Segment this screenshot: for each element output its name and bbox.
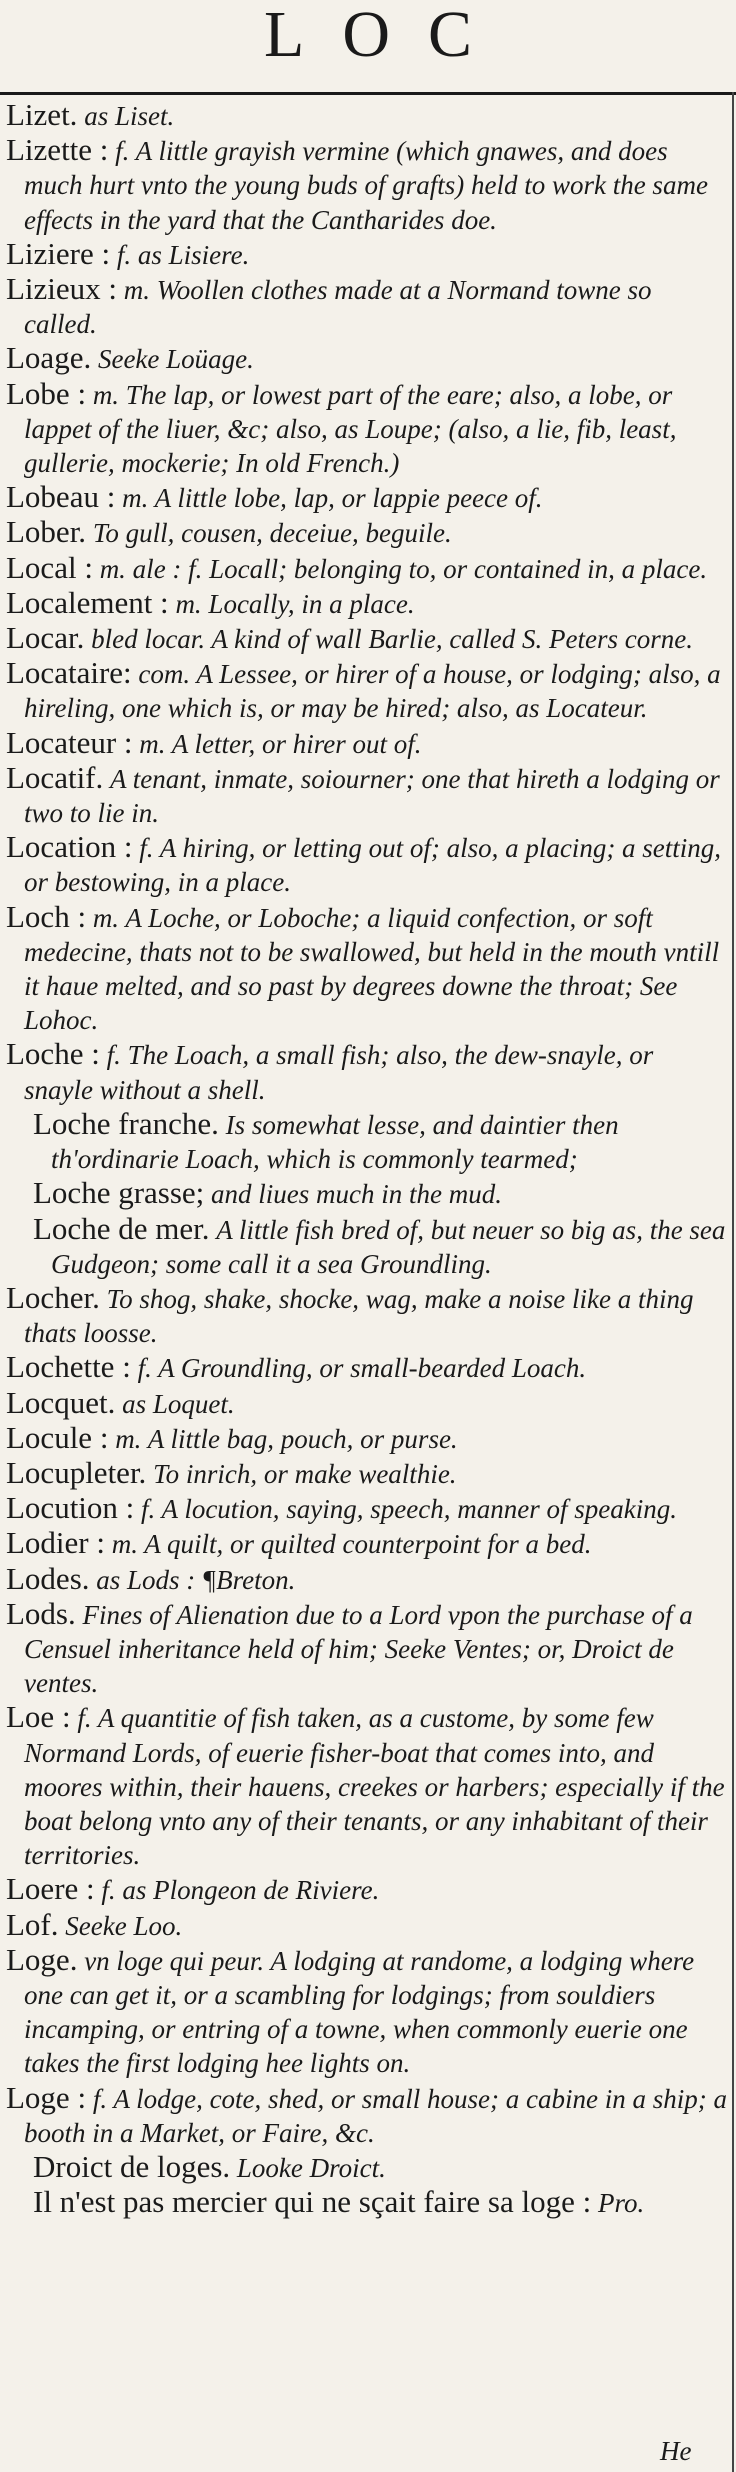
entry-headword: Locher. (6, 1279, 100, 1315)
dictionary-entry (6, 1562, 728, 1597)
entry-definition: Pro. (597, 2188, 645, 2219)
dictionary-entry (6, 1281, 728, 1350)
entry-headword: Locquet. (6, 1384, 116, 1420)
dictionary-entry (6, 133, 728, 237)
dictionary-entry (6, 1176, 728, 1211)
entry-definition: m. A little lobe, lap, or lappie peece of. (122, 483, 543, 514)
entry-headword: Lodier : (6, 1525, 105, 1561)
entry-definition: bled locar. A kind of wall Barlie, called S. Peters corne. (91, 624, 693, 655)
dictionary-entry (6, 900, 728, 1038)
entry-headword: Loche de mer. (33, 1210, 210, 1246)
dictionary-entry (6, 2150, 728, 2185)
entry-definition: m. A quilt, or quilted counterpoint for a bed. (111, 1529, 592, 1560)
dictionary-entry (6, 621, 728, 656)
entry-headword: Locatif. (6, 759, 104, 795)
entry-headword: Liziere : (6, 235, 111, 271)
entry-definition: m. Woollen clothes made at a Normand towne so called. (24, 275, 652, 340)
entry-definition: Seeke Loüage. (97, 344, 254, 375)
entry-definition: m. A Loche, or Loboche; a liquid confection, or soft medecine, thats not to be swallowed, but held in the mouth vntill it haue melted, and so past by degrees downe the throat; See Lohoc. (24, 902, 720, 1036)
entry-definition: as Lods : ¶Breton. (96, 1564, 296, 1595)
entry-definition: com. A Lessee, or hirer of a house, or lodging; also, a hireling, one which is, or may be hired; also, as Locateur. (24, 659, 721, 724)
entry-definition: Looke Droict. (236, 2152, 386, 2183)
dictionary-entry (6, 515, 728, 550)
top-rule (0, 92, 736, 95)
dictionary-entry (6, 1350, 728, 1385)
entry-headword: Localement : (6, 584, 169, 620)
entry-definition: To gull, cousen, deceiue, beguile. (92, 518, 452, 549)
entry-definition: A tenant, inmate, soiourner; one that hireth a lodging or two to lie in. (24, 763, 720, 829)
dictionary-entry (6, 1597, 728, 1701)
entry-definition: f. A quantitie of fish taken, as a custome, by some few Normand Lords, of euerie fisher-boat that comes into, and moores within, their hauens, creekes or harbers; especially if the boat belong vnto any of their tenants, or any inhabitant of their territories. (24, 1703, 725, 1871)
entry-definition: Seeke Loo. (65, 1910, 183, 1941)
entry-headword: Locateur : (6, 724, 133, 760)
dictionary-entry (6, 586, 728, 621)
dictionary-entry (6, 98, 728, 133)
dictionary-entry (6, 1872, 728, 1907)
entry-definition: f. as Plongeon de Riviere. (101, 1875, 380, 1906)
entry-headword: Lobe : (6, 375, 87, 411)
entry-headword: Lobeau : (6, 479, 116, 515)
entry-definition: To shog, shake, shocke, wag, make a noise like a thing thats loosse. (24, 1283, 694, 1349)
dictionary-entry (6, 1943, 728, 2081)
entry-headword: Loge. (6, 1941, 78, 1977)
entry-definition: f. A lodge, cote, shed, or small house; a cabine in a ship; a booth in a Market, or Faire, &c. (24, 2083, 727, 2148)
entry-headword: Lizet. (6, 97, 78, 132)
entry-headword: Lods. (6, 1595, 76, 1631)
dictionary-entry (6, 377, 728, 481)
entry-headword: Loche : (6, 1036, 100, 1072)
entry-definition: f. A locution, saying, speech, manner of speaking. (141, 1494, 677, 1525)
dictionary-entry (6, 1456, 728, 1491)
entry-headword: Lober. (6, 514, 87, 550)
entry-headword: Lizieux : (6, 271, 118, 307)
entry-definition: A little fish bred of, but neuer so big as, the sea Gudgeon; some call it a sea Groundling. (51, 1214, 726, 1279)
dictionary-entry (6, 761, 728, 830)
dictionary-entry (6, 551, 728, 586)
dictionary-entry (6, 1421, 728, 1456)
entry-definition: and liues much in the mud. (211, 1179, 503, 1210)
entry-definition: m. A letter, or hirer out of. (139, 728, 422, 759)
entry-headword: Loage. (6, 340, 92, 376)
entry-headword: Lodes. (6, 1560, 90, 1596)
entry-headword: Locataire: (6, 655, 132, 691)
entry-headword: Lof. (6, 1906, 59, 1942)
column-rule (732, 92, 734, 2472)
dictionary-entry (6, 1526, 728, 1561)
dictionary-entry (6, 1107, 728, 1176)
entry-headword: Loere : (6, 1871, 95, 1907)
entry-headword: Lizette : (6, 132, 109, 168)
entry-definition: f. A Groundling, or small-bearded Loach. (137, 1353, 587, 1384)
entry-headword: Loe : (6, 1699, 71, 1735)
entry-headword: Loge : (6, 2079, 87, 2115)
entry-definition: f. A little grayish vermine (which gnawes, and does much hurt vnto the young buds of grafts) held to work the same effects in the yard that the Cantharides doe. (24, 136, 708, 235)
entry-headword: Droict de loges. (33, 2148, 231, 2184)
dictionary-entry (6, 1212, 728, 1281)
entry-headword: Loche franche. (33, 1105, 219, 1141)
dictionary-entry (6, 1037, 728, 1106)
entry-definition: f. as Lisiere. (116, 239, 250, 270)
dictionary-entry (6, 341, 728, 376)
entry-definition: Is somewhat lesse, and daintier then th'ordinarie Loach, which is commonly tearmed; (51, 1109, 619, 1175)
entry-headword: Locution : (6, 1490, 135, 1526)
dictionary-entry (6, 2081, 728, 2150)
entry-headword: Lochette : (6, 1349, 131, 1385)
entry-definition: as Liset. (84, 101, 175, 131)
entry-definition: as Loquet. (122, 1388, 235, 1419)
entry-headword: Loche grasse; (33, 1175, 205, 1211)
entry-headword: Locupleter. (6, 1454, 147, 1490)
dictionary-entry (6, 830, 728, 899)
entry-headword: Locule : (6, 1419, 109, 1455)
dictionary-entries (6, 98, 728, 2220)
dictionary-entry (6, 1908, 728, 1943)
entry-headword: Il n'est pas mercier qui ne sçait faire sa loge : (33, 2184, 592, 2220)
entry-headword: Local : (6, 549, 93, 585)
entry-definition: Fines of Alienation due to a Lord vpon the purchase of a Censuel inheritance held of him; Seeke Ventes; or, Droict de ventes. (24, 1599, 693, 1699)
entry-headword: Loch : (6, 898, 87, 934)
entry-definition: m. ale : f. Locall; belonging to, or contained in, a place. (99, 553, 708, 584)
dictionary-entry (6, 726, 728, 761)
dictionary-entry (6, 656, 728, 725)
dictionary-entry (6, 1491, 728, 1526)
entry-definition: f. The Loach, a small fish; also, the dew-snayle, or snayle without a shell. (24, 1040, 654, 1105)
entry-definition: f. A hiring, or letting out of; also, a placing; a setting, or bestowing, in a place. (24, 833, 722, 898)
dictionary-entry (6, 272, 728, 341)
entry-definition: To inrich, or make wealthie. (153, 1458, 457, 1489)
entry-definition: m. A little bag, pouch, or purse. (115, 1423, 458, 1454)
entry-definition: m. Locally, in a place. (175, 588, 415, 619)
dictionary-entry (6, 1700, 728, 1872)
dictionary-entry (6, 480, 728, 515)
entry-definition: vn loge qui peur. A lodging at randome, a lodging where one can get it, or a scambling for lodgings; from souldiers incamping, or entring of a towne, when commonly euerie one takes the first lodging hee lights on. (24, 1945, 695, 2079)
page-title: LOC (264, 0, 510, 71)
entry-definition: m. The lap, or lowest part of the eare; also, a lobe, or lappet of the liuer, &c; also, as Loupe; (also, a lie, fib, least, gullerie, mockerie; In old French.) (24, 379, 677, 479)
entry-headword: Location : (6, 829, 133, 865)
entry-headword: Locar. (6, 620, 85, 656)
dictionary-entry (6, 1386, 728, 1421)
dictionary-entry (6, 2185, 728, 2220)
dictionary-entry (6, 237, 728, 272)
catchword: He (660, 2436, 692, 2466)
